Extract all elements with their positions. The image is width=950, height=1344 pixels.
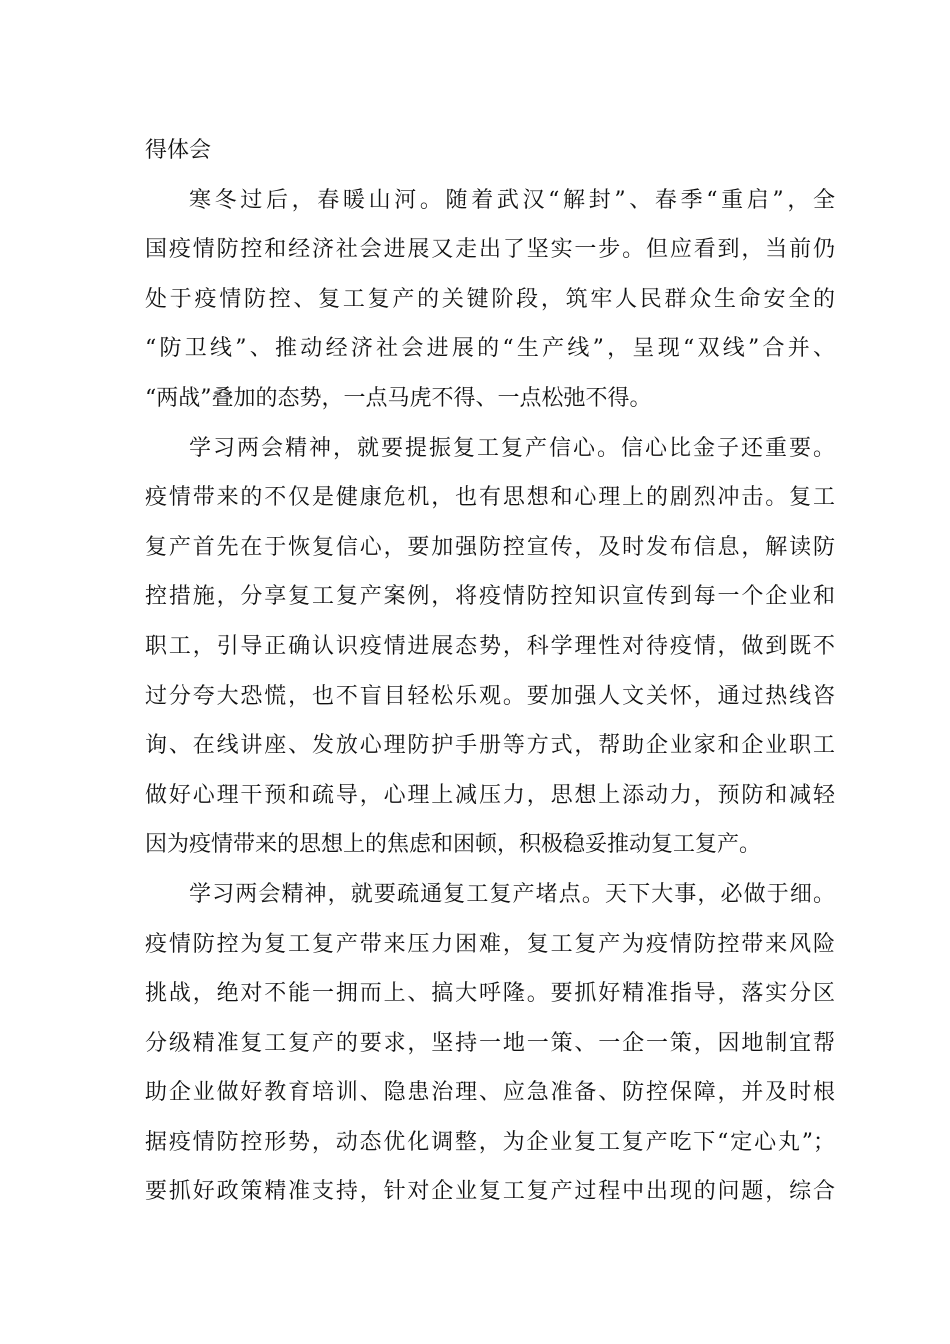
text-line: 学习两会精神，就要提振复工复产信心。信心比金子还重要。: [189, 435, 835, 461]
text-line: “两战”叠加的态势，一点马虎不得、一点松弛不得。: [145, 385, 652, 411]
text-line: 据疫情防控形势，动态优化调整，为企业复工复产吃下“定心丸”；: [145, 1129, 835, 1155]
text-line: 处于疫情防控、复工复产的关键阶段，筑牢人民群众生命安全的: [145, 286, 835, 312]
text-line: 职工，引导正确认识疫情进展态势，科学理性对待疫情，做到既不: [145, 633, 835, 659]
text-line: 做好心理干预和疏导，心理上减压力，思想上添动力，预防和减轻: [145, 782, 835, 808]
text-line: 国疫情防控和经济社会进展又走出了坚实一步。但应看到，当前仍: [145, 237, 835, 263]
text-line: 复产首先在于恢复信心，要加强防控宣传，及时发布信息，解读防: [145, 534, 835, 560]
text-line: 要抓好政策精准支持，针对企业复工复产过程中出现的问题，综合: [145, 1179, 835, 1205]
text-line: 助企业做好教育培训、隐患治理、应急准备、防控保障，并及时根: [145, 1080, 835, 1106]
text-line: 挑战，绝对不能一拥而上、搞大呼隆。要抓好精准指导，落实分区: [145, 981, 835, 1007]
text-line: 分级精准复工复产的要求，坚持一地一策、一企一策，因地制宜帮: [145, 1030, 835, 1056]
title-fragment: 得体会: [145, 138, 212, 163]
text-line: 学习两会精神，就要疏通复工复产堵点。天下大事，必做于细。: [189, 881, 835, 907]
text-line: 因为疫情带来的思想上的焦虑和困顿，积极稳妥推动复工复产。: [145, 832, 762, 858]
text-line: 过分夸大恐慌，也不盲目轻松乐观。要加强人文关怀，通过热线咨: [145, 683, 835, 709]
text-line: 控措施，分享复工复产案例，将疫情防控知识宣传到每一个企业和: [145, 584, 835, 610]
text-line: 寒冬过后，春暖山河。随着武汉“解封”、春季“重启”，全: [189, 187, 835, 213]
text-line: 疫情带来的不仅是健康危机，也有思想和心理上的剧烈冲击。复工: [145, 485, 835, 511]
text-line: 询、在线讲座、发放心理防护手册等方式，帮助企业家和企业职工: [145, 733, 835, 759]
document-body: [145, 126, 835, 1217]
text-line: 疫情防控为复工复产带来压力困难，复工复产为疫情防控带来风险: [145, 931, 835, 957]
text-line: “防卫线”、推动经济社会进展的“生产线”，呈现“双线”合并、: [145, 336, 835, 362]
